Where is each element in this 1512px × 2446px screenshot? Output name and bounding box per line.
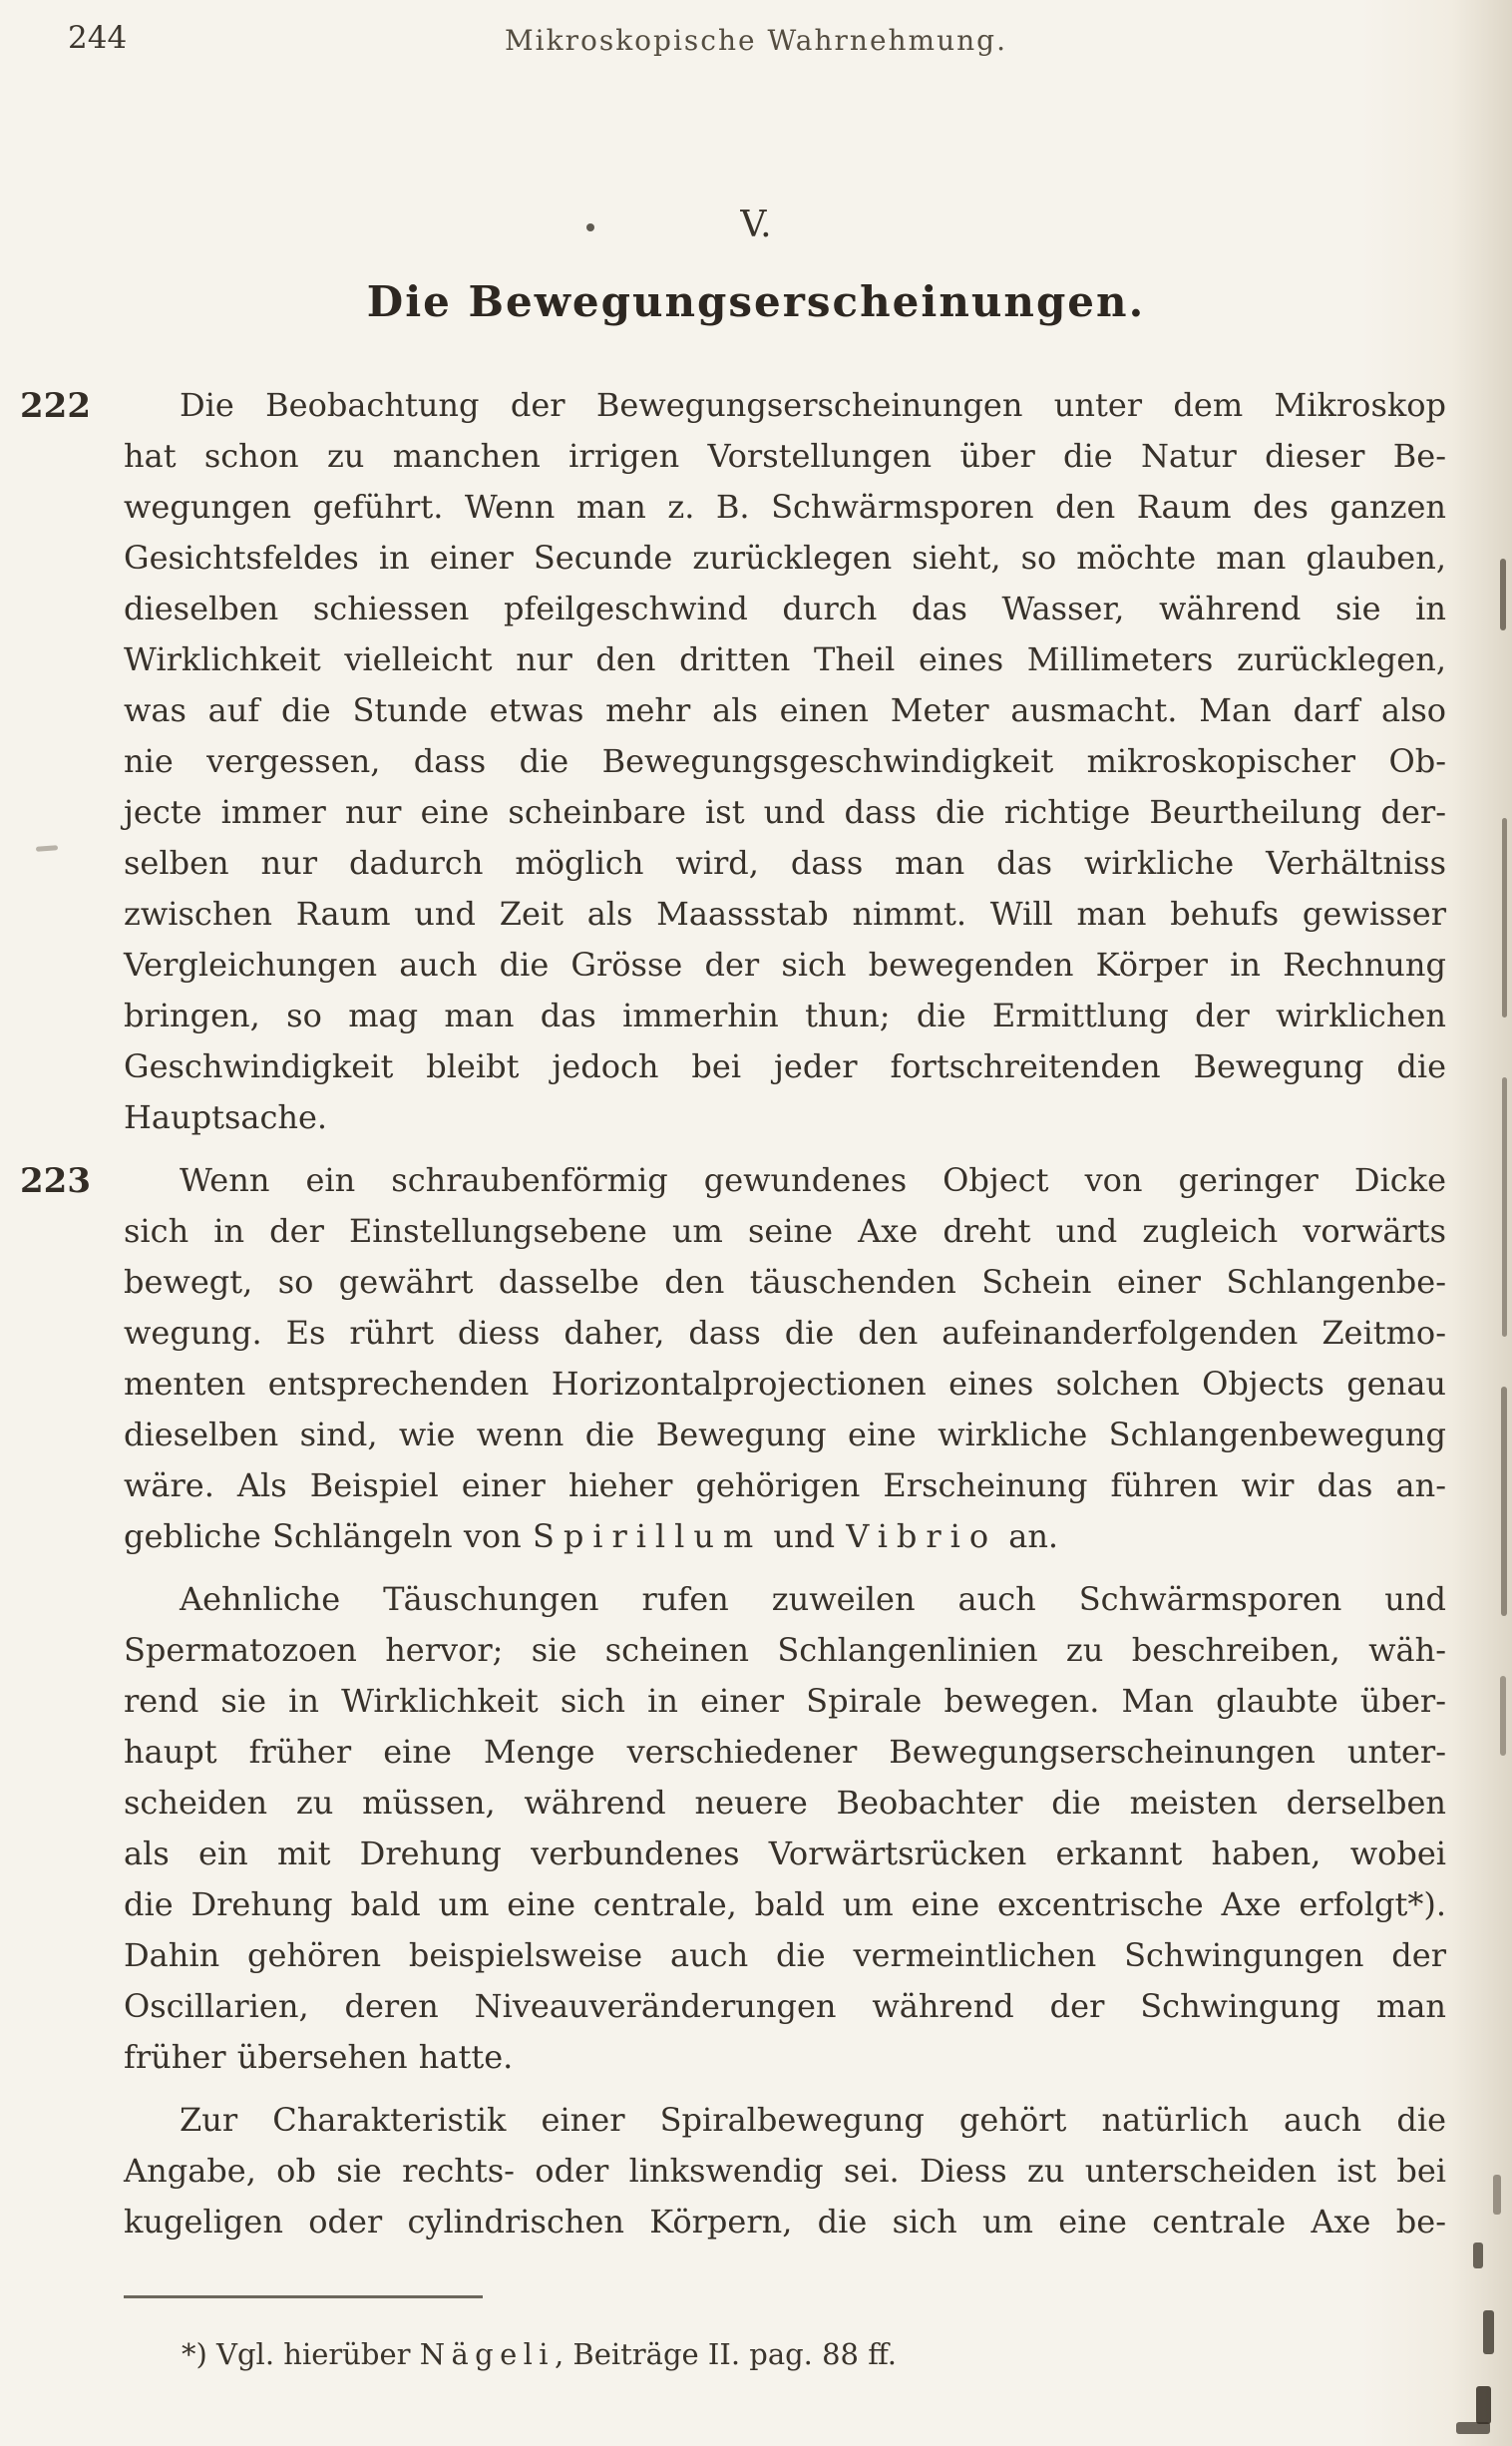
page-number: 244 <box>68 20 128 56</box>
text-line: was auf die Stunde etwas mehr als einen Meter ausmacht. Man darf also <box>124 691 1446 729</box>
scan-artifact <box>1493 2175 1501 2215</box>
text-line: wegung. Es rührt diess daher, dass die den aufeinanderfolgenden Zeitmo- <box>124 1314 1446 1352</box>
text-line: bringen, so mag man das immerhin thun; die Ermittlung der wirklichen <box>124 997 1446 1034</box>
scan-artifact <box>1456 2422 1490 2434</box>
text-block <box>20 380 1446 2247</box>
paragraph-222 <box>20 380 1446 1143</box>
footnote-area <box>124 2295 1446 2376</box>
text-segment: und <box>762 1517 847 1555</box>
text-line: hat schon zu manchen irrigen Vorstellungen über die Natur dieser Be- <box>124 437 1446 475</box>
scan-artifact <box>1500 559 1506 630</box>
chapter-number: V. <box>740 204 772 245</box>
text-line: Oscillarien, deren Niveauveränderungen während der Schwingung man <box>124 1987 1446 2025</box>
text-line: Vergleichungen auch die Grösse der sich bewegenden Körper in Rechnung <box>124 946 1446 984</box>
text-line <box>124 1511 1446 1562</box>
text-line: Spermatozoen hervor; sie scheinen Schlangenlinien zu beschreiben, wäh- <box>124 1631 1446 1669</box>
text-line: haupt früher eine Menge verschiedener Bewegungserscheinungen unter- <box>124 1733 1446 1771</box>
text-line: scheiden zu müssen, während neuere Beobachter die meisten derselben <box>124 1784 1446 1822</box>
text-line: Angabe, ob sie rechts- oder linkswendig sei. Diess zu unterscheiden ist bei <box>124 2152 1446 2190</box>
spirillum-term: Spirillum <box>532 1517 763 1555</box>
text-segment: , Beiträge II. pag. 88 ff. <box>554 2337 898 2371</box>
text-line: menten entsprechenden Horizontalprojectionen eines solchen Objects genau <box>124 1365 1446 1403</box>
text-line: wegungen geführt. Wenn man z. B. Schwärmsporen den Raum des ganzen <box>124 488 1446 526</box>
text-line: nie vergessen, dass die Bewegungsgeschwindigkeit mikroskopischer Ob- <box>124 742 1446 780</box>
scan-artifact <box>1501 1387 1507 1616</box>
scan-artifact <box>1476 2386 1491 2424</box>
chapter-title: Die Bewegungserscheinungen. <box>366 277 1146 326</box>
text-line: Geschwindigkeit bleibt jedoch bei jeder fortschreitenden Bewegung die <box>124 1047 1446 1085</box>
paragraph-illusions <box>124 1574 1446 2083</box>
scan-artifact <box>1502 1077 1507 1337</box>
text-line: wäre. Als Beispiel einer hieher gehörigen Erscheinung führen wir das an- <box>124 1466 1446 1504</box>
text-line: Aehnliche Täuschungen rufen zuweilen auch Schwärmsporen und <box>180 1580 1446 1618</box>
footnote-marker: *) <box>182 2337 217 2371</box>
text-segment: gebliche Schlängeln von <box>124 1517 533 1555</box>
scan-artifact <box>1483 2310 1494 2354</box>
text-line: früher übersehen hatte. <box>124 2038 514 2076</box>
text-line: Dahin gehören beispielsweise auch die vermeintlichen Schwingungen der <box>124 1936 1446 1974</box>
text-line: selben nur dadurch möglich wird, dass man das wirkliche Verhältniss <box>124 844 1446 882</box>
text-line: Gesichtsfeldes in einer Secunde zurücklegen sieht, so möchte man glauben, <box>124 539 1446 577</box>
margin-number-223: 223 <box>20 1161 91 1201</box>
text-line: die Drehung bald um eine centrale, bald um eine excentrische Axe erfolgt*). <box>124 1885 1446 1923</box>
running-title: Mikroskopische Wahrnehmung. <box>505 24 1007 57</box>
text-line: Die Beobachtung der Bewegungserscheinungen unter dem Mikroskop <box>180 386 1446 424</box>
text-line: zwischen Raum und Zeit als Maassstab nimmt. Will man behufs gewisser <box>124 895 1446 933</box>
text-line: kugeligen oder cylindrischen Körpern, die sich um eine centrale Axe be- <box>124 2203 1446 2241</box>
paragraph-spiral <box>124 2095 1446 2247</box>
text-line: Zur Charakteristik einer Spiralbewegung gehört natürlich auch die <box>180 2101 1446 2139</box>
footnote <box>124 2332 1446 2376</box>
scan-artifact <box>36 845 58 852</box>
text-line: sich in der Einstellungsebene um seine Axe dreht und zugleich vorwärts <box>124 1212 1446 1250</box>
text-segment: an. <box>997 1517 1059 1555</box>
margin-number-222: 222 <box>20 386 91 426</box>
text-line: Hauptsache. <box>124 1098 328 1136</box>
text-line: rend sie in Wirklichkeit sich in einer Spirale bewegen. Man glaubte über- <box>124 1682 1446 1720</box>
scan-artifact <box>1502 818 1507 1018</box>
text-line: als ein mit Drehung verbundenes Vorwärtsrücken erkannt haben, wobei <box>124 1834 1446 1872</box>
text-line: Wenn ein schraubenförmig gewundenes Object von geringer Dicke <box>180 1161 1446 1199</box>
ink-dot-artifact <box>586 223 594 231</box>
text-line: bewegt, so gewährt dasselbe den täuschenden Schein einer Schlangenbe- <box>124 1263 1446 1301</box>
text-segment: Vgl. hierüber <box>216 2337 420 2371</box>
text-line: dieselben schiessen pfeilgeschwind durch das Wasser, während sie in <box>124 590 1446 627</box>
naegeli-name: Nägeli <box>419 2337 555 2371</box>
scan-artifact <box>1473 2242 1483 2268</box>
text-line: Wirklichkeit vielleicht nur den dritten Theil eines Millimeters zurücklegen, <box>124 640 1446 678</box>
text-line: jecte immer nur eine scheinbare ist und dass die richtige Beurtheilung der- <box>124 793 1446 831</box>
page-header <box>0 0 1512 72</box>
footnote-rule <box>124 2295 483 2298</box>
text-line: dieselben sind, wie wenn die Bewegung eine wirkliche Schlangenbewegung <box>124 1416 1446 1453</box>
vibrio-term: Vibrio <box>846 1517 998 1555</box>
paragraph-223 <box>20 1155 1446 1562</box>
scan-artifact <box>1500 1676 1506 1756</box>
